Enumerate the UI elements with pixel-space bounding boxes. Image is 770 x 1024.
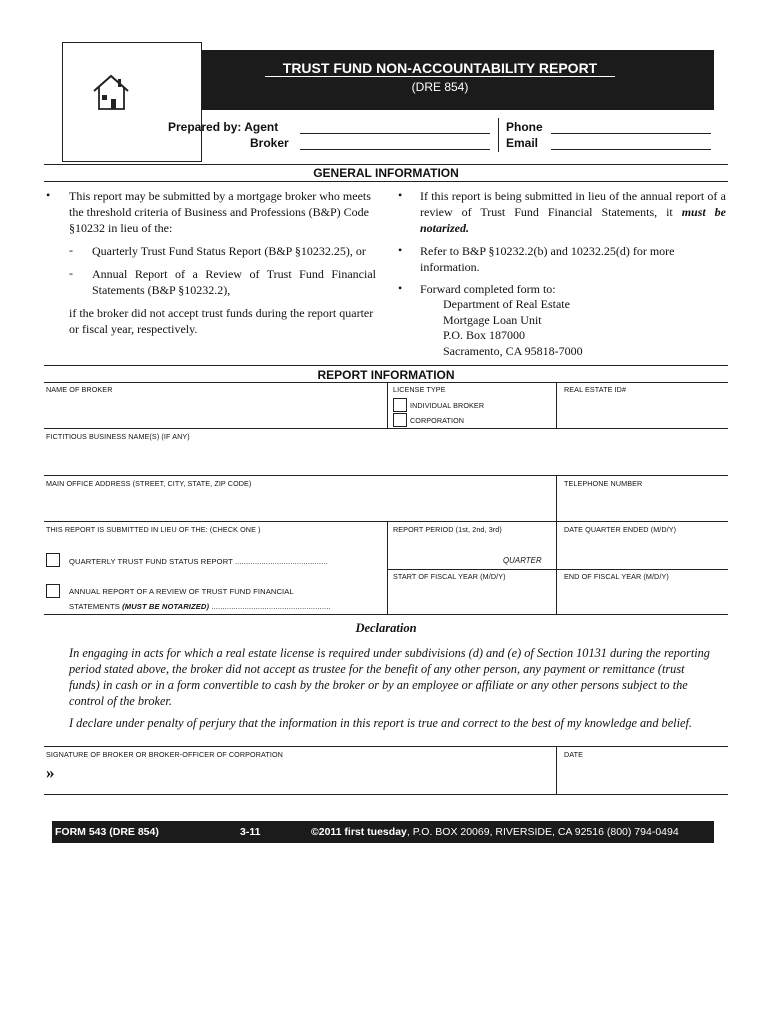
bullet: •: [398, 281, 403, 295]
leader-dots: ......................................................: [211, 602, 331, 611]
date-label: DATE: [564, 750, 584, 759]
general-right-p3: Forward completed form to:: [420, 282, 556, 296]
house-icon: [91, 73, 131, 113]
row-rule: [44, 428, 728, 429]
divider: [387, 521, 388, 614]
bullet: •: [398, 243, 403, 257]
main-office-label: MAIN OFFICE ADDRESS (STREET, CITY, STATE, ZIP CODE): [46, 479, 252, 488]
footer-copyright-line: [311, 826, 679, 838]
license-type-label: LICENSE TYPE: [393, 385, 446, 394]
real-estate-id-label: REAL ESTATE ID#: [564, 385, 627, 394]
dash: -: [69, 243, 73, 257]
broker-label: Broker: [250, 136, 289, 150]
quarter-label: QUARTER: [503, 556, 542, 565]
corporation-checkbox[interactable]: [393, 413, 407, 427]
divider: [556, 521, 557, 614]
signature-field[interactable]: [64, 762, 552, 792]
report-heading: REPORT INFORMATION: [317, 368, 455, 382]
footer-rev: 3-11: [240, 826, 261, 838]
general-left-d1: Quarterly Trust Fund Status Report (B&P §10232.25), or: [92, 244, 366, 258]
must-be-notarized-label: (MUST BE NOTARIZED): [122, 602, 210, 611]
end-fiscal-label: END OF FISCAL YEAR (M/D/Y): [564, 572, 669, 581]
footer-copyright: ©2011 first tuesday: [311, 826, 407, 838]
signature-rule-bottom: [44, 794, 728, 795]
general-right-p1-text: If this report is being submitted in lieu of the annual report of a review of Trust Fund Financial Statements, it: [420, 189, 726, 219]
address-line-4: Sacramento, CA 95818-7000: [443, 344, 583, 358]
declaration-p2: I declare under penalty of perjury that the information in this report is true and correct to the best of my knowledge and belief.: [69, 716, 692, 730]
date-field[interactable]: [557, 762, 727, 792]
main-office-field[interactable]: [44, 489, 554, 521]
agent-field[interactable]: [300, 133, 490, 134]
divider: [387, 382, 388, 428]
address-line-2: Mortgage Loan Unit: [443, 313, 542, 327]
fictitious-label: FICTITIOUS BUSINESS NAME(S) (IF ANY): [46, 432, 190, 441]
name-of-broker-field[interactable]: [44, 394, 386, 428]
general-heading: GENERAL INFORMATION: [313, 166, 459, 180]
submitted-in-lieu-label: THIS REPORT IS SUBMITTED IN LIEU OF THE: (CHECK ONE ): [46, 525, 261, 534]
email-field[interactable]: [551, 149, 711, 150]
individual-broker-checkbox[interactable]: [393, 398, 407, 412]
address-line-1: Department of Real Estate: [443, 297, 570, 311]
address-line-3: P.O. Box 187000: [443, 328, 526, 342]
statements-text: STATEMENTS: [69, 602, 120, 611]
annual-option-label-1: ANNUAL REPORT OF A REVIEW OF TRUST FUND FINANCIAL: [69, 587, 294, 596]
general-right-p1: [420, 188, 726, 236]
footer-form: FORM 543 (DRE 854): [55, 826, 159, 838]
annual-option-label-2: [69, 602, 331, 611]
header-divider: [498, 118, 499, 152]
general-rule: [44, 164, 728, 165]
logo-box: [62, 42, 202, 162]
row-rule: [387, 569, 728, 570]
name-of-broker-label: NAME OF BROKER: [46, 385, 113, 394]
bullet: •: [46, 188, 51, 202]
signature-label: SIGNATURE OF BROKER OR BROKER-OFFICER OF CORPORATION: [46, 750, 283, 759]
bullet: •: [398, 188, 403, 202]
form-subtitle: (DRE 854): [411, 80, 469, 94]
general-rule-bottom: [44, 181, 728, 182]
general-left-d2: Annual Report of a Review of Trust Fund Financial Statements (B&P §10232.2),: [92, 267, 376, 297]
row-rule: [44, 521, 728, 522]
start-fiscal-label: START OF FISCAL YEAR (M/D/Y): [393, 572, 506, 581]
real-estate-id-field[interactable]: [557, 394, 727, 428]
annual-checkbox[interactable]: [46, 584, 60, 598]
report-rule-bottom: [44, 382, 728, 383]
footer-address: , P.O. BOX 20069, RIVERSIDE, CA 92516 (800) 794-0494: [406, 826, 679, 838]
report-period-label: REPORT PERIOD (1st, 2nd, 3rd): [393, 525, 502, 534]
telephone-label: TELEPHONE NUMBER: [564, 479, 643, 488]
phone-label: Phone: [506, 120, 543, 134]
quarterly-option-label: QUARTERLY TRUST FUND STATUS REPORT ..........................................: [69, 557, 328, 566]
dash: -: [69, 266, 73, 280]
telephone-field[interactable]: [557, 489, 727, 521]
corporation-label: CORPORATION: [410, 416, 465, 425]
general-left-p1: This report may be submitted by a mortgage broker who meets the threshold criteria of Business and Professions (B&P) Code §10232 in lieu of the:: [69, 189, 371, 235]
declaration-heading: Declaration: [355, 621, 417, 635]
fictitious-field[interactable]: [44, 442, 728, 475]
row-rule: [44, 614, 728, 615]
signature-marker: »: [46, 763, 55, 782]
email-label: Email: [506, 136, 539, 150]
prepared-by-agent-label: Prepared by: Agent: [168, 120, 279, 134]
quarterly-checkbox[interactable]: [46, 553, 60, 567]
declaration-p1: In engaging in acts for which a real estate license is required under subdivisions (d) and (e) of Section 10131 during the reporting period stated above, the broker did not accept as trustee for the benefit of any other person, any payment or remittance (trust funds) in cash or in a form convertible to cash by the broker or by an employee or affiliate or any other persons subject to the control of the broker.: [69, 646, 710, 708]
signature-rule-top: [44, 746, 728, 747]
title-underline: [265, 76, 615, 77]
form-title: TRUST FUND NON-ACCOUNTABILITY REPORT: [282, 60, 598, 76]
date-quarter-ended-label: DATE QUARTER ENDED (M/D/Y): [564, 525, 677, 534]
general-left-p2: if the broker did not accept trust funds during the report quarter or fiscal year, respectively.: [69, 306, 374, 336]
general-right-p2: Refer to B&P §10232.2(b) and 10232.25(d) for more information.: [420, 244, 675, 274]
individual-broker-label: INDIVIDUAL BROKER: [410, 401, 485, 410]
broker-field[interactable]: [300, 149, 490, 150]
row-rule: [44, 475, 728, 476]
must-be-notarized: must be notarized.: [420, 205, 726, 235]
phone-field[interactable]: [551, 133, 711, 134]
report-rule: [44, 365, 728, 366]
